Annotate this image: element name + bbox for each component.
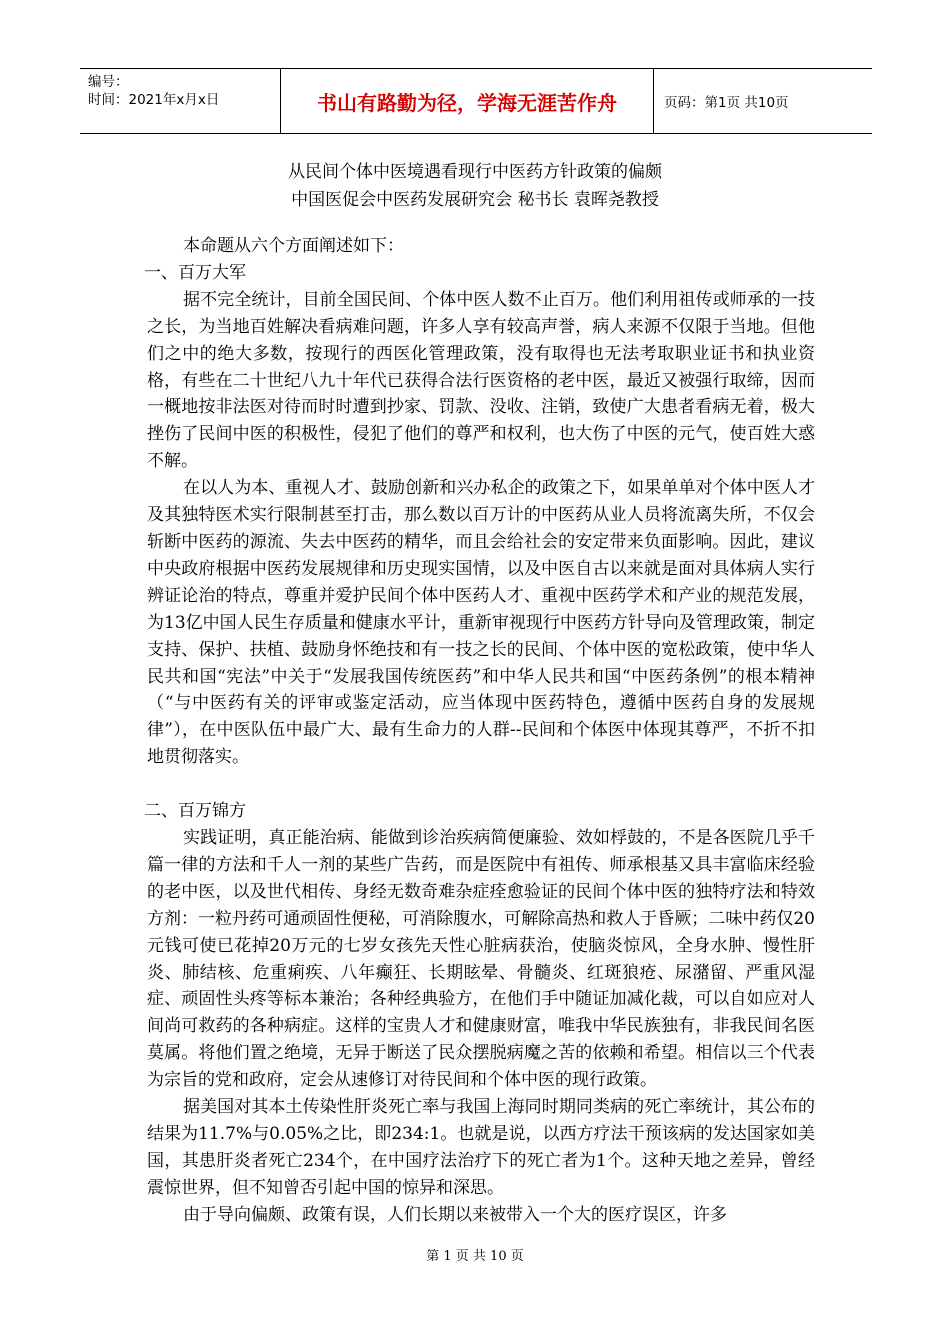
intro-paragraph: 本命题从六个方面阐述如下： — [183, 236, 404, 256]
header-page-info: 页码：第1页 共10页 — [664, 95, 789, 111]
document-header — [80, 68, 872, 134]
document-body — [144, 233, 815, 1229]
header-motto: 书山有路勤为径，学海无涯苦作舟 — [280, 69, 654, 133]
paragraph: 由于导向偏颇、政策有误，人们长期以来被带入一个大的医疗误区，许多 — [183, 1204, 727, 1225]
paragraph: 实践证明，真正能治病、能做到诊治疾病简便廉验、效如桴鼓的，不是各医院几乎千篇一律的方法和千人一剂的某些广告药，而是医院中有祖传、师承根基又具丰富临床经验的老中医，以及世代相传、身经无数奇难杂症痊愈验证的民间个体中医的独特疗法和特效方剂：一粒丹药可通顽固性便秘，可消除腹水，可解除高热和救人于昏厥；二味中药仅20元钱可使已花掉20万元的七岁女孩先天性心脏病获治，使脑炎惊风，全身水肿、慢性肝炎、肺结核、危重痢疾、八年癫狂、长期眩晕、骨髓炎、红斑狼疮、尿潴留、严重风湿症、顽固性头疼等标本兼治；各种经典验方，在他们手中随证加减化裁，可以自如应对人间尚可救药的各种病症。这样的宝贵人才和健康财富，唯我中华民族独有，非我民间名医莫属。将他们置之绝境，无异于断送了民众摆脱病魔之苦的依赖和希望。相信以三个代表为宗旨的党和政府，定会从速修订对待民间和个体中医的现行政策。 — [147, 828, 815, 1091]
document-date-label: 时间：2021年x月x日 — [88, 92, 220, 108]
paragraph-gap — [147, 771, 815, 798]
document-author: 中国医促会中医药发展研究会 秘书长 袁晖尧教授 — [291, 190, 659, 210]
paragraph: 在以人为本、重视人才、鼓励创新和兴办私企的政策之下，如果单单对个体中医人才及其独特医术实行限制甚至打击，那么数以百万计的中医药从业人员将流离失所，不仅会斩断中医药的源流、失去中医药的精华，而且会给社会的安定带来负面影响。因此，建议中央政府根据中医药发展规律和历史现实国情，以及中医自古以来就是面对具体病人实行辨证论治的特点，尊重并爱护民间个体中医药人才、重视中医药学术和产业的规范发展，为13亿中国人民生存质量和健康水平计，重新审视现行中医药方针导向及管理政策，制定支持、保护、扶植、鼓励身怀绝技和有一技之长的民间、个体中医的宽松政策，使中华人民共和国“宪法”中关于“发展我国传统医药”和中华人民共和国“中医药条例”的根本精神（“与中医药有关的评审或鉴定活动，应当体现中医药特色，遵循中医药自身的发展规律”），在中医队伍中最广大、最有生命力的人群--民间和个体医中体现其尊严，不折不扣地贯彻落实。 — [147, 478, 815, 768]
section-heading-1: 一、百万大军 — [144, 262, 246, 283]
paragraph: 据美国对其本土传染性肝炎死亡率与我国上海同时期同类病的死亡率统计，其公布的结果为11.7%与0.05%之比，即234:1。也就是说，以西方疗法干预该病的发达国家如美国，其患肝炎者死亡234个，在中国疗法治疗下的死亡者为1个。这种天地之差异，曾经震惊世界，但不知曾否引起中国的惊异和深思。 — [147, 1097, 815, 1198]
page-footer: 第 1 页 共 10 页 — [426, 1249, 524, 1264]
paragraph: 据不完全统计，目前全国民间、个体中医人数不止百万。他们利用祖传或师承的一技之长，为当地百姓解决看病难问题，许多人享有较高声誉，病人来源不仅限于当地。但他们之中的绝大多数，按现行的西医化管理政策，没有取得也无法考取职业证书和执业资格，有些在二十世纪八九十年代已获得合法行医资格的老中医，最近又被强行取缔，因而一概地按非法医对待而时时遭到抄家、罚款、没收、注销，致使广大患者看病无着，极大挫伤了民间中医的积极性，侵犯了他们的尊严和权利，也大伤了中医的元气，使百姓大惑不解。 — [147, 289, 815, 472]
header-meta — [80, 69, 280, 133]
section-heading-2: 二、百万锦方 — [144, 801, 246, 822]
document-title: 从民间个体中医境遇看现行中医药方针政策的偏颇 — [288, 162, 662, 182]
document-number-label: 编号： — [88, 74, 129, 90]
